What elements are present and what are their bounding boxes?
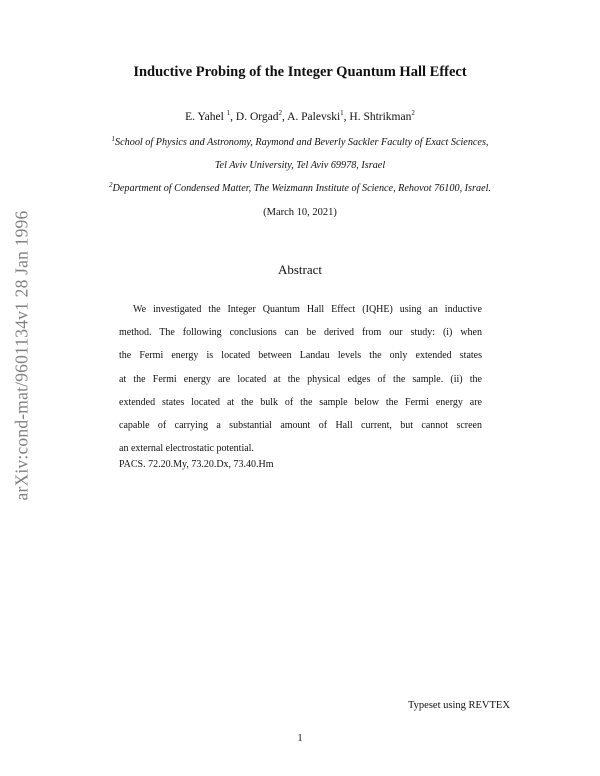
author-affil-mark: 1 <box>340 109 344 117</box>
arxiv-stamp-text: arXiv:cond-mat/9601134v1 28 Jan 1996 <box>11 210 32 500</box>
abstract-line: method. The following conclusions can be derived from our study: (i) when <box>119 327 482 339</box>
page-number: 1 <box>297 733 303 744</box>
affiliation-mark: 2 <box>109 181 113 189</box>
abstract-heading: Abstract <box>277 262 323 277</box>
author-name: H. Shtrikman <box>349 111 412 123</box>
affiliation-text: School of Physics and Astronomy, Raymond and Beverly Sackler Faculty of Exact Sciences, <box>115 137 489 148</box>
abstract-line: at the Fermi energy are located at the physical edges of the sample. (ii) the <box>119 373 482 385</box>
paper-date: (March 10, 2021) <box>263 207 337 218</box>
author-name: E. Yahel <box>185 111 224 123</box>
author-affil-mark: 1 <box>226 109 231 117</box>
abstract-line: the Fermi energy is located between Landau levels the only extended states <box>119 350 482 362</box>
author-affil-mark: 2 <box>278 109 282 117</box>
affiliation-2 <box>0 183 600 194</box>
author-affil-mark: 2 <box>411 109 415 117</box>
author-list: E. Yahel $^1$, D. Orgad$^2$, A. Palevski$^1$, H. Shtrikman$^2$ <box>185 109 415 123</box>
abstract-body <box>119 298 482 460</box>
affiliation-1-continued <box>0 160 600 171</box>
abstract-line: capable of carrying a substantial amount of Hall current, but cannot screen <box>119 420 482 432</box>
typeset-note: Typeset using REVTEX <box>408 700 510 711</box>
abstract-line: an external electrostatic potential. <box>119 443 254 455</box>
affiliation-1 <box>0 137 600 148</box>
abstract-line: extended states located at the bulk of the sample below the Fermi energy are <box>119 396 482 408</box>
affiliation-mark: 1 <box>111 135 116 143</box>
paper-title: Inductive Probing of the Integer Quantum Hall Effect <box>133 64 467 80</box>
abstract-line: We investigated the Integer Quantum Hall Effect (IQHE) using an inductive <box>133 304 482 315</box>
arxiv-stamp <box>7 190 37 520</box>
affiliation-text: Department of Condensed Matter, The Weizmann Institute of Science, Rehovot 76100, Israel. <box>112 183 491 194</box>
author-name: A. Palevski <box>287 111 341 123</box>
author-name: D. Orgad <box>235 111 279 123</box>
pacs-codes: PACS. 72.20.My, 73.20.Dx, 73.40.Hm <box>119 459 274 470</box>
affiliation-text: Tel Aviv University, Tel Aviv 69978, Israel <box>214 160 386 171</box>
